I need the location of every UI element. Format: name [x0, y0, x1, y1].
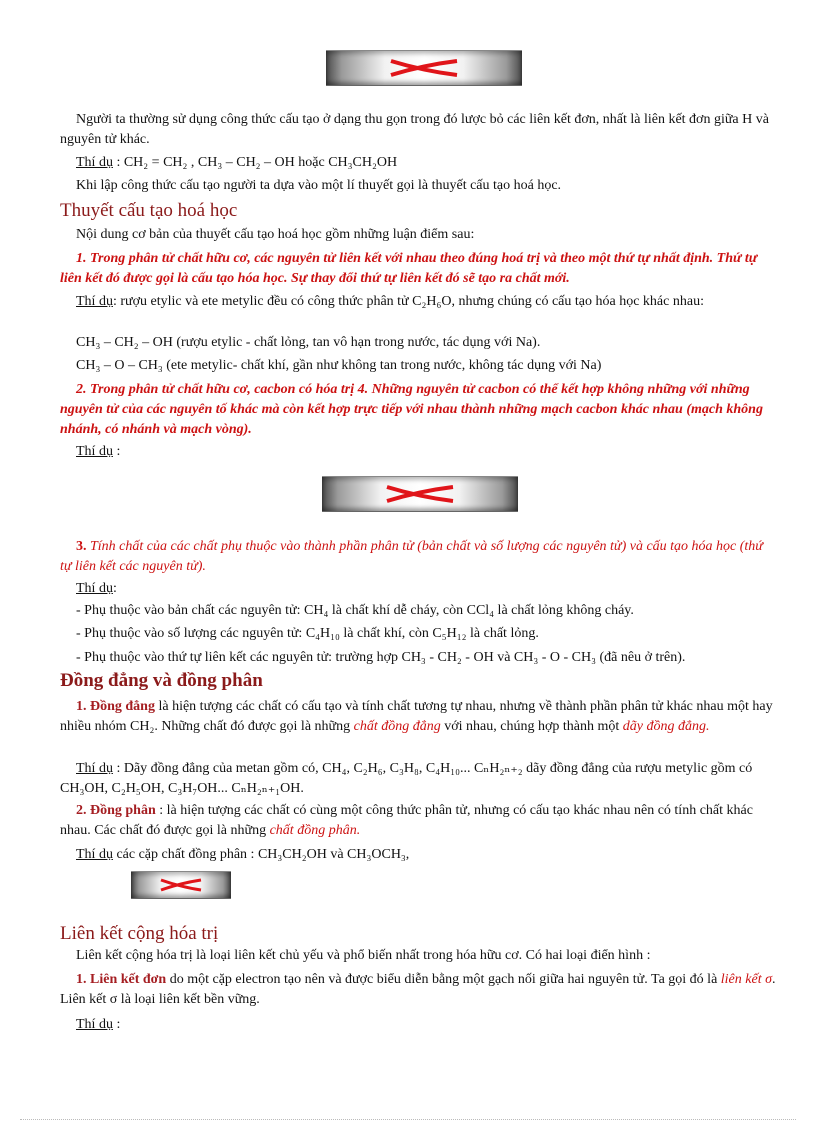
theory-point-1: 1. Trong phân tử chất hữu cơ, các nguyên tử liên kết với nhau theo đúng hoá trị và theo một thứ tự nhất định. Thứ tự liên kết đó được gọi là cấu tạo hóa học. Sự thay đổi thứ tự liên kết đó sẽ tạo ra chất mới. [60, 251, 758, 286]
paragraph-theory-content: Nội dung cơ bản của thuyết cấu tạo hoá học gồm những luận điểm sau: [76, 227, 475, 242]
example-3: Thí dụ : [76, 444, 121, 459]
example-2-ether: CH₃ – O – CH₃ (ete metylic- chất khí, gần như không tan trong nước, không tác dụng với Na) [76, 358, 602, 373]
isomer-definition: 2. Đồng phân : là hiện tượng các chất có cùng một công thức phân tử, nhưng có cấu tạo khác nhau nên có tính chất khác nhau. Các chất đó được gọi là những chất đồng phân. [60, 803, 753, 838]
red-cross-icon [389, 59, 459, 77]
paragraph-theory-intro: Khi lập công thức cấu tạo người ta dựa vào một lí thuyết gọi là thuyết cấu tạo hoá học. [76, 178, 562, 193]
example-1: Thí dụ : CH₂ = CH₂ , CH₃ – CH₂ – OH hoặc CH₃CH₂OH [76, 155, 398, 170]
paragraph-intro: Người ta thường sử dụng công thức cấu tạo ở dạng thu gọn trong đó lược bỏ các liên kết đơn, nhất là liên kết đơn giữa H và nguyên tử khác. [60, 112, 769, 147]
heading-covalent-bond: Liên kết cộng hóa trị [60, 923, 219, 944]
decorative-bar-top [326, 50, 522, 86]
example-7: Thí dụ : [76, 1017, 121, 1032]
dependency-count: - Phụ thuộc vào số lượng các nguyên tử: C₄H₁₀ là chất khí, còn C₅H₁₂ là chất lỏng. [76, 626, 539, 641]
heading-theory: Thuyết cấu tạo hoá học [60, 200, 238, 221]
paragraph-covalent: Liên kết cộng hóa trị là loại liên kết chủ yếu và phổ biến nhất trong hóa hữu cơ. Có hai loại điển hình : [76, 948, 651, 963]
example-4: Thí dụ: [76, 581, 117, 596]
red-cross-icon [385, 485, 455, 503]
theory-point-3: 3. Tính chất của các chất phụ thuộc vào thành phần phân tử (bản chất và số lượng các nguyên tử) và cấu tạo hóa học (thứ tự liên kết các nguyên tử). [60, 539, 763, 574]
example-5: Thí dụ : Dãy đồng đẳng của metan gồm có, CH₄, C₂H₆, C₃H₈, C₄H₁₀... CₙH₂ₙ₊₂ dãy đồng đẳng của rượu metylic gồm có CH₃OH, C₂H₅OH, C₃H₇OH... CₙH₂ₙ₊₁OH. [60, 761, 753, 796]
dependency-order: - Phụ thuộc vào thứ tự liên kết các nguyên tử: trường hợp CH₃ - CH₂ - OH và CH₃ - O - CH₃ (đã nêu ở trên). [76, 650, 686, 665]
red-cross-icon [159, 878, 203, 892]
dependency-nature: - Phụ thuộc vào bản chất các nguyên tử: CH₄ là chất khí dễ cháy, còn CCl₄ là chất lỏng không cháy. [76, 603, 634, 618]
example-6: Thí dụ các cặp chất đồng phân : CH₃CH₂OH và CH₃OCH₃, [76, 847, 410, 862]
example-2-ethanol: CH₃ – CH₂ – OH (rượu etylic - chất lỏng, tan vô hạn trong nước, tác dụng với Na). [76, 335, 541, 350]
single-bond-definition: 1. Liên kết đơn do một cặp electron tạo nên và được biểu diễn bằng một gạch nối giữa hai nguyên tử. Ta gọi đó là liên kết σ. Liên kết σ là loại liên kết bền vững. [60, 972, 776, 1007]
example-2: Thí dụ: rượu etylic và ete metylic đều có công thức phân tử C₂H₆O, nhưng chúng có cấu tạo hóa học khác nhau: [76, 294, 704, 309]
theory-point-2: 2. Trong phân tử chất hữu cơ, cacbon có hóa trị 4. Những nguyên tử cacbon có thể kết hợp không những với những nguyên tử của các nguyên tố khác mà còn kết hợp trực tiếp với nhau thành những mạch cacbon khác nhau (mạch không nhánh, có nhánh và mạch vòng). [60, 382, 763, 437]
decorative-bar-middle [322, 476, 518, 512]
page-bottom-border [20, 1119, 796, 1120]
heading-isomerism: Đồng đẳng và đồng phân [60, 670, 263, 691]
decorative-bar-small [131, 871, 231, 899]
homolog-definition: 1. Đồng đẳng là hiện tượng các chất có cấu tạo và tính chất tương tự nhau, nhưng về thành phần phân tử khác nhau một hay nhiều nhóm CH₂. Những chất đó được gọi là những chất đồng đẳng với nhau, chúng hợp thành một dãy đồng đẳng. [60, 699, 773, 734]
